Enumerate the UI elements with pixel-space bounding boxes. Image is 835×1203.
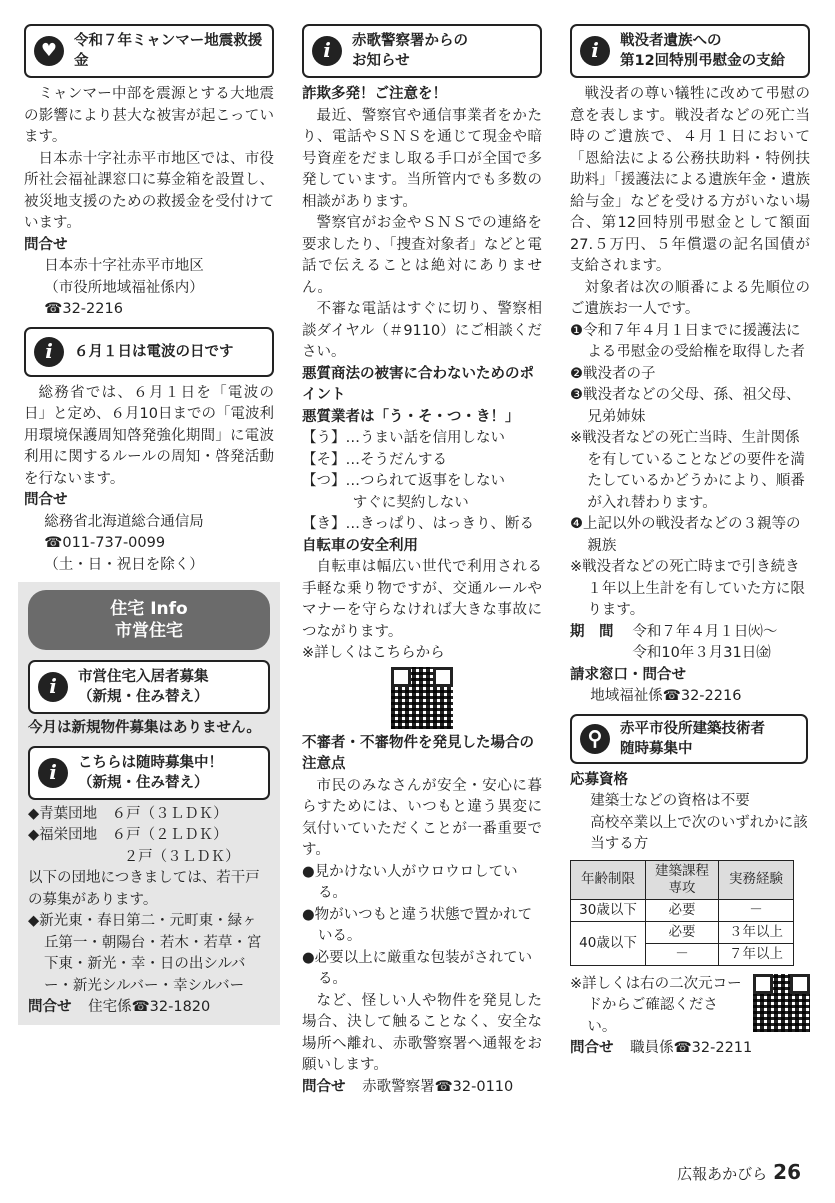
police-bullet1: ●見かけない人がウロウロしている。: [302, 863, 518, 901]
qual2: 高校卒業以上で次のいずれかに該当する方: [590, 814, 808, 852]
housing-item3: ◆新光東・春日第二・元町東・緑ヶ丘第一・朝陽台・若木・若草・宮下東・新光・幸・日の出シルバー・新光シルバー・幸シルバー: [28, 913, 262, 994]
police-title2: お知らせ: [352, 53, 410, 69]
info-icon: i: [38, 758, 68, 788]
engineer-title1: 赤平市役所建築技術者: [620, 720, 765, 737]
period1: 令和７年４月１日㈫〜: [632, 623, 778, 640]
police-p2: 警察官がお金やＳＮＳでの連絡を要求したり、「捜査対象者」などと電話で伝えることは絶対にありません。: [302, 215, 542, 296]
engineer-contact: [570, 1038, 810, 1060]
police-tsu1: 【つ】…つられて返事をしない: [302, 473, 505, 489]
myanmar-contact2: （市役所地域福祉係内）: [44, 279, 204, 296]
police-title1: 赤歌警察署からの: [352, 33, 468, 49]
housing-banner: [28, 590, 270, 650]
myanmar-p2: 日本赤十字社赤平市地区では、市役所社会福祉課窓口に募金箱を設置し、被災地支援のための救援金を受付けています。: [24, 150, 274, 231]
housing-section: [18, 582, 280, 1025]
police-u: 【う】…うまい話を信用しない: [302, 430, 505, 446]
cell: 必要: [646, 921, 719, 943]
housing-banner-line1: 住宅 Info: [110, 599, 188, 619]
cell: －: [719, 899, 794, 921]
bereaved-title: [620, 31, 785, 71]
period-values: [632, 622, 777, 665]
housing-p1: 以下の団地につきましては、若干戸の募集があります。: [28, 870, 260, 908]
cell: 必要: [646, 899, 719, 921]
police-h2: 悪質商法の被害に合わないためのポイント: [302, 365, 534, 403]
publication-name: 広報あかびら: [677, 1164, 768, 1183]
myanmar-title: 令和７年ミャンマー地震救援金: [74, 33, 263, 69]
qual-label: 応募資格: [570, 771, 628, 788]
info-icon: i: [38, 672, 68, 702]
housing-contact-label: 問合せ: [28, 999, 72, 1015]
note3: ※詳しくは右の二次元コードからご確認ください。: [570, 975, 742, 1035]
search-person-icon: ⚲: [580, 724, 610, 754]
column-3: [570, 24, 810, 1060]
qr-code[interactable]: [753, 974, 810, 1032]
page-footer: [677, 1159, 801, 1186]
bereaved-title2: 第12回特別弔慰金の支給: [620, 53, 786, 69]
myanmar-contact-label: 問合せ: [24, 236, 68, 253]
period-label: 期 間: [570, 623, 614, 640]
police-p1: 最近、警察官や通信事業者をかたり、電話やＳＮＳを通じて現金や暗号資産をだまし取る手口が全国で多発しています。当所管内でも多数の相談があります。: [302, 107, 542, 210]
note3-row: [570, 974, 810, 1039]
police-header: [302, 24, 542, 78]
radio-contact-label: 問合せ: [24, 492, 68, 508]
police-p5: 市民のみなさんが安全・安心に暮らすためには、いつもと違う異変に気付いていただくことが一番重要です。: [302, 777, 542, 858]
period2: 令和10年３月31日㈮: [632, 645, 771, 661]
bereaved-note2: ※戦没者などの死亡時まで引き続き１年以上生計を有していた方に限ります。: [570, 559, 805, 618]
window-label: 請求窓口・問合せ: [570, 666, 686, 683]
th-course: 建築課程専攻: [646, 860, 719, 899]
housing-item2b: ２戸（３ＬＤＫ）: [123, 848, 240, 865]
police-h1: 詐欺多発！ご注意を！: [302, 86, 447, 102]
th-experience: 実務経験: [719, 860, 794, 899]
radio-header: [24, 327, 274, 377]
housing-item2a: ◆福栄団地 ６戸（２ＬＤＫ）: [28, 827, 228, 843]
engineer-title: [620, 719, 765, 759]
police-contact-value: 赤歌警察署☎32-0110: [362, 1078, 514, 1095]
cell: 30歳以下: [571, 899, 646, 921]
housing-box2-title1: こちらは随時募集中！: [78, 754, 223, 771]
cell: －: [646, 943, 719, 965]
myanmar-contact1: 日本赤十字社赤平市地区: [44, 258, 204, 274]
police-tsu2: すぐに契約しない: [352, 494, 469, 511]
housing-banner-line2: 市営住宅: [115, 621, 183, 641]
housing-item1: ◆青葉団地 ６戸（３ＬＤＫ）: [28, 805, 228, 822]
police-bullet3: ●必要以上に厳重な包装がされている。: [302, 949, 533, 987]
housing-box1-title1: 市営住宅入居者募集: [78, 669, 209, 685]
housing-box1-title2: （新規・住み替え）: [78, 689, 209, 705]
housing-box2-title2: （新規・住み替え）: [78, 774, 209, 791]
police-title: [352, 31, 468, 71]
police-h3: 悪質業者は「う・そ・つ・き！」: [302, 408, 520, 425]
cell: ３年以上: [719, 921, 794, 943]
engineer-contact-value: 職員係☎32-2211: [630, 1040, 753, 1056]
police-note: ※詳しくはこちらから: [302, 645, 445, 661]
column-2: [302, 24, 542, 1098]
radio-note: （土・日・祝日を除く）: [44, 556, 204, 573]
info-icon: i: [580, 36, 610, 66]
cell: 40歳以下: [571, 921, 646, 965]
bereaved-p1: 戦没者の尊い犠牲に改めて弔慰の意を表します。戦没者などの死亡当時のご遺族で、４月１日において「恩給法による公務扶助料・特例扶助料」「援護法による遺族年金・遺族給与金」などを受ける方がいない場合、第12回特別弔慰金として額面27.５万円、５年償還の記名国債が支給されます。: [570, 86, 810, 274]
engineer-title2: 随時募集中: [620, 740, 693, 757]
police-h5: 不審者・不審物件を発見した場合の注意点: [302, 734, 534, 772]
qualification-table: [570, 860, 794, 966]
bereaved-n3: ❸戦没者などの父母、孫、祖父母、兄弟姉妹: [570, 387, 801, 425]
bereaved-n1: ❶令和７年４月１日までに援護法による弔慰金の受給権を取得した者: [570, 322, 805, 360]
police-p3: 不審な電話はすぐに切り、警察相談ダイヤル（＃9110）にご相談ください。: [302, 301, 542, 360]
housing-box1-title: [78, 667, 209, 707]
info-icon: i: [312, 36, 342, 66]
window-value: 地域福祉係☎32-2216: [590, 688, 742, 704]
housing-contact-value: 住宅係☎32-1820: [88, 999, 211, 1015]
radio-phone: ☎011-737-0099: [44, 535, 166, 551]
bereaved-note1: ※戦没者などの死亡当時、生計関係を有していることなどの要件を満たしているかどうかにより、順番が入れ替わります。: [570, 430, 805, 511]
th-age: 年齢制限: [571, 860, 646, 899]
police-ki: 【き】…きっぱり、はっきり、断る: [302, 516, 534, 532]
housing-box1-text: 今月は新規物件募集はありません。: [28, 720, 261, 736]
housing-box2: [28, 746, 270, 800]
myanmar-p1: ミャンマー中部を震源とする大地震の影響により甚大な被害が起こっています。: [24, 86, 274, 145]
police-so: 【そ】…そうだんする: [302, 451, 447, 468]
heart-hand-icon: ♥: [34, 36, 64, 66]
bereaved-title1: 戦没者遺族への: [620, 33, 722, 49]
radio-contact1: 総務省北海道総合通信局: [44, 513, 204, 530]
engineer-contact-label: 問合せ: [570, 1040, 614, 1056]
bereaved-n2: ❷戦没者の子: [570, 365, 656, 382]
bereaved-header: [570, 24, 810, 78]
housing-box1: [28, 660, 270, 714]
housing-contact: [28, 997, 270, 1019]
engineer-header: [570, 714, 808, 764]
cell: ７年以上: [719, 943, 794, 965]
myanmar-header: [24, 24, 274, 78]
bereaved-period: [570, 622, 810, 665]
housing-box2-title: [78, 753, 223, 793]
myanmar-phone: ☎32-2216: [44, 301, 123, 317]
police-h4: 自転車の安全利用: [302, 537, 418, 554]
column-1: [24, 24, 274, 1025]
page-number: 26: [773, 1159, 801, 1184]
police-contact-label: 問合せ: [302, 1078, 346, 1095]
police-p4: 自転車は幅広い世代で利用される手軽な乗り物ですが、交通ルールやマナーを守らなければ大きな事故につながります。: [302, 559, 542, 640]
police-contact: [302, 1077, 542, 1099]
radio-p1: 総務省では、６月１日を「電波の日」と定め、６月10日までの「電波利用環境保護周知啓発強化期間」に電波利用に関するルールの周知・啓発活動を行ないます。: [24, 384, 274, 487]
info-icon: i: [34, 337, 64, 367]
radio-title: ６月１日は電波の日です: [74, 343, 234, 360]
bereaved-n4: ❹上記以外の戦没者などの３親等の親族: [570, 516, 801, 554]
police-p6: など、怪しい人や物件を発見した場合、決して触ることなく、安全な場所へ離れ、赤歌警察署へ通報をお願いします。: [302, 992, 542, 1073]
bereaved-p2: 対象者は次の順番による先順位のご遺族お一人です。: [570, 279, 810, 317]
qr-code[interactable]: [391, 667, 453, 729]
qual1: 建築士などの資格は不要: [590, 793, 750, 809]
police-bullet2: ●物がいつもと違う状態で置かれている。: [302, 906, 533, 944]
